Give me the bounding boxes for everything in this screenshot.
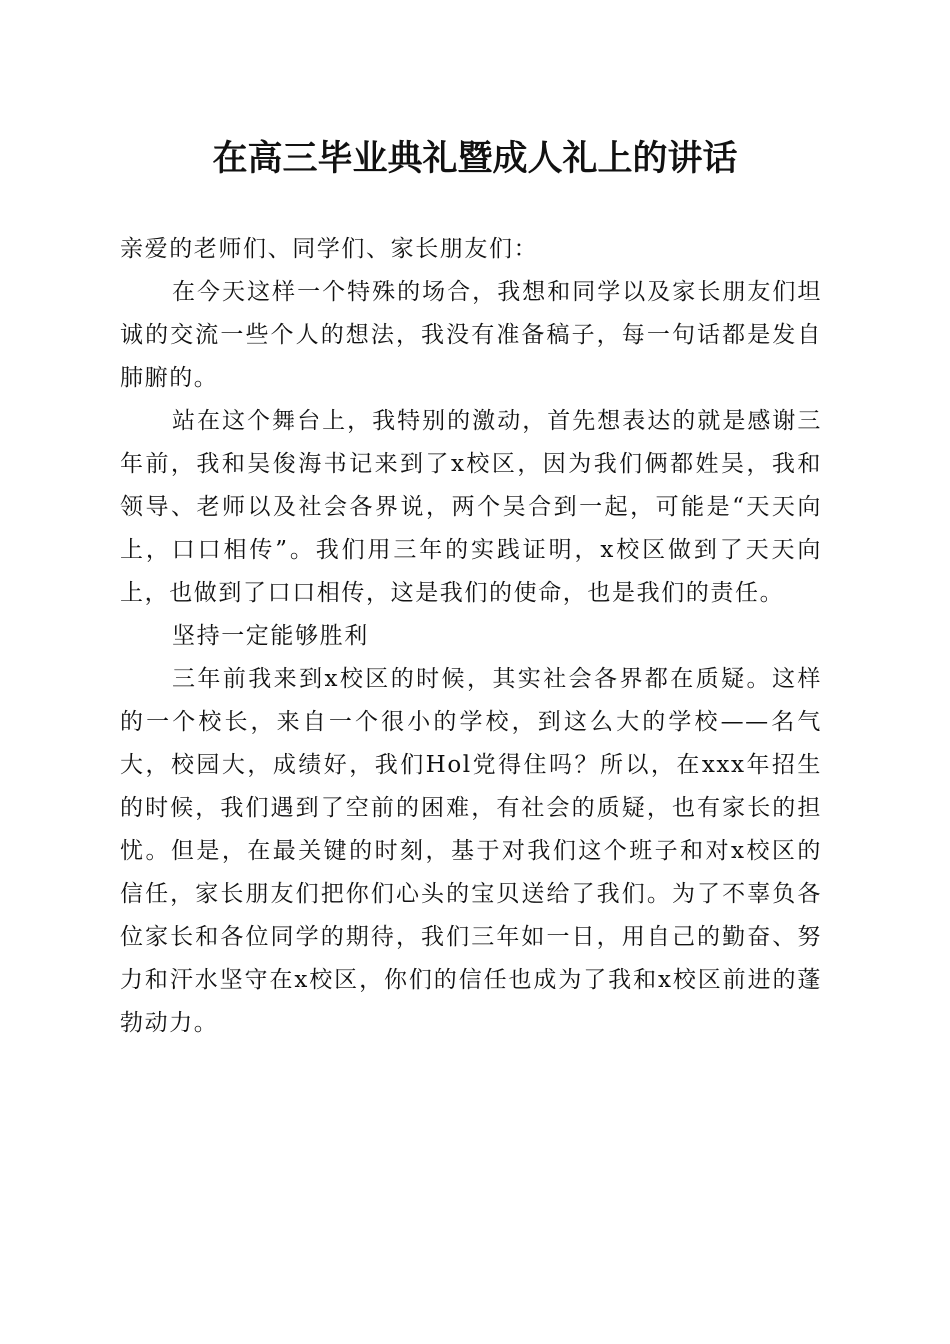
document-body [120,228,822,1045]
paragraph-1: 在今天这样一个特殊的场合，我想和同学以及家长朋友们坦诚的交流一些个人的想法，我没有准备稿子，每一句话都是发自肺腑的。 [120,279,822,391]
paragraph-2: 站在这个舞台上，我特别的激动，首先想表达的就是感谢三年前，我和吴俊海书记来到了x校区，因为我们俩都姓吴，我和领导、老师以及社会各界说，两个吴合到一起，可能是“天天向上，口口相传”。我们用三年的实践证明，x校区做到了天天向上，也做到了口口相传，这是我们的使命，也是我们的责任。 [120,408,822,606]
paragraph-3: 三年前我来到x校区的时候，其实社会各界都在质疑。这样的一个校长，来自一个很小的学校，到这么大的学校——名气大，校园大，成绩好，我们Hol党得住吗？所以，在xxx年招生的时候，我们遇到了空前的困难，有社会的质疑，也有家长的担忧。但是，在最关键的时刻，基于对我们这个班子和对x校区的信任，家长朋友们把你们心头的宝贝送给了我们。为了不辜负各位家长和各位同学的期待，我们三年如一日，用自己的勤奋、努力和汗水坚守在x校区，你们的信任也成为了我和x校区前进的蓬勃动力。 [120,666,822,1036]
document-title: 在高三毕业典礼暨成人礼上的讲话 [212,138,738,179]
section-heading: 坚持一定能够胜利 [172,623,369,649]
salutation: 亲爱的老师们、同学们、家长朋友们： [120,236,539,262]
